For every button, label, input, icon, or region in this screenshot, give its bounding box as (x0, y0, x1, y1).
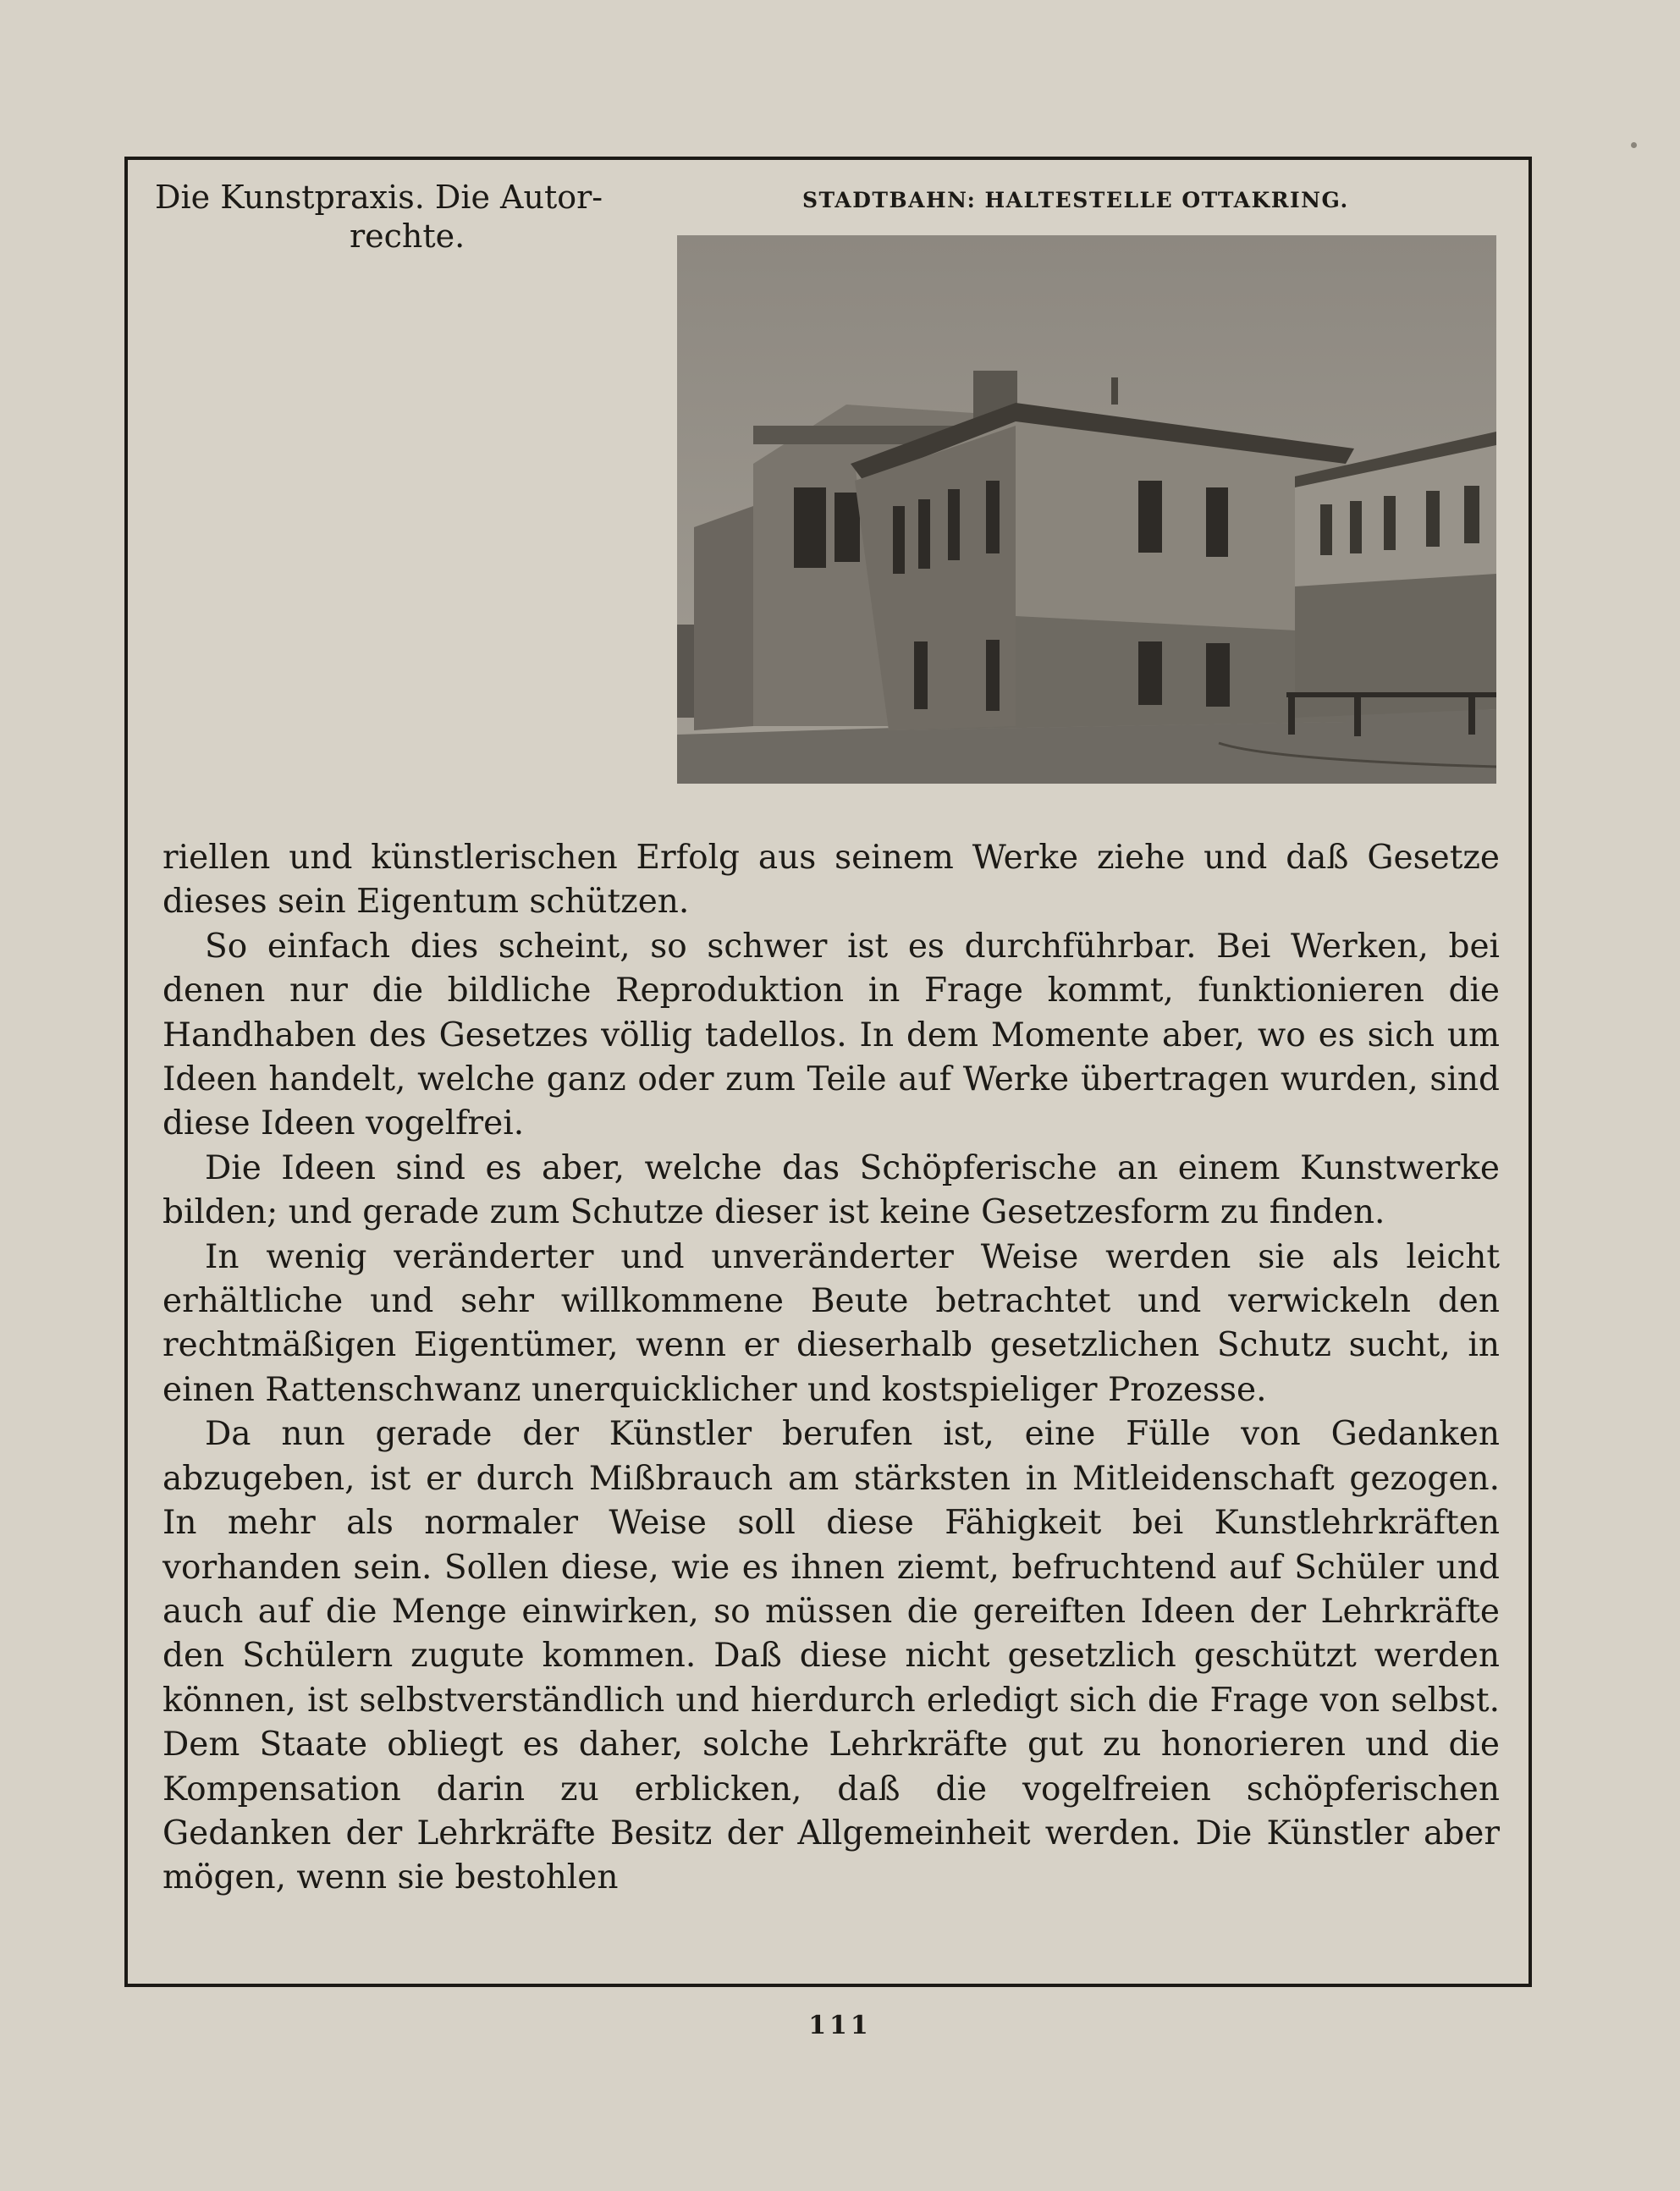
station-photograph-drawing (677, 235, 1496, 784)
window (1384, 496, 1396, 550)
marginal-heading-line-2: rechte. (350, 217, 465, 255)
window (948, 489, 960, 560)
window (893, 506, 905, 574)
page-number: 111 (808, 2011, 872, 2040)
paragraph-5: Da nun gerade der Künstler berufen ist, eine Fülle von Gedanken abzugeben, ist er durch Mißbrauch am stärksten in Mitleidenschaft gezogen. In mehr als normaler Weise soll diese Fähigkeit bei Kunstlehrkräften vorhanden sein. Sollen diese, wie es ihnen ziemt, befruchtend auf Schüler und auch auf die Menge einwirken, so müssen die gereiften Ideen der Lehrkräfte den Schülern zugute kommen. Daß diese nicht gesetzlich geschützt werden können, ist selbstverständlich und hierdurch erledigt sich die Frage von selbst. Dem Staate obliegt es daher, solche Lehrkräfte gut zu honorieren und die Kompensation darin zu erblicken, daß die vogelfreien schöpferischen Gedanken der Lehrkräfte Besitz der Allgemeinheit werden. Die Künstler aber mögen, wenn sie bestohlen (162, 1415, 1500, 1897)
window (1426, 491, 1440, 547)
paragraph-1: riellen und künstlerischen Erfolg aus seinem Werke ziehe und daß Gesetze dieses sein Eigentum schützen. (162, 839, 1500, 922)
window (1320, 504, 1332, 555)
door (986, 640, 1000, 711)
window (1464, 486, 1479, 543)
body-text (162, 836, 1500, 1901)
paragraph-2: So einfach dies scheint, so schwer ist es durchführbar. Bei Werken, bei denen nur die bildliche Reproduktion in Frage kommt, funktionieren die Handhaben des Gesetzes völlig tadellos. In dem Momente aber, wo es sich um Ideen handelt, welche ganz oder zum Teile auf Werke übertragen wurden, sind diese Ideen vogelfrei. (162, 927, 1500, 1143)
door (1206, 643, 1230, 707)
window (834, 493, 860, 562)
station-photograph (677, 235, 1496, 784)
marginal-heading (155, 178, 663, 256)
door (1138, 641, 1162, 705)
fence-rail (1286, 692, 1496, 697)
paragraph-4: In wenig veränderter und unveränderter Weise werden sie als leicht erhältliche und sehr willkommene Beute betrachtet und verwickeln den rechtmäßigen Eigentümer, wenn er dieserhalb gesetzlichen Schutz sucht, in einen Rattenschwanz unerquicklicher und kostspieliger Prozesse. (162, 1237, 1500, 1409)
window (1350, 501, 1362, 553)
window (794, 487, 826, 568)
window (1206, 487, 1228, 557)
figure-caption: STADTBAHN: HALTESTELLE OTTAKRING. (802, 188, 1349, 212)
window (918, 499, 930, 569)
marginal-heading-line-1: Die Kunstpraxis. Die Autor- (155, 179, 603, 216)
window (986, 481, 1000, 553)
window (1138, 481, 1162, 553)
left-wing (694, 506, 753, 730)
paper-speck (1631, 142, 1637, 148)
door (914, 641, 928, 709)
paragraph-3: Die Ideen sind es aber, welche das Schöpferische an einem Kunstwerke bilden; und gerade zum Schutze dieser ist keine Gesetzesform zu finden. (162, 1148, 1500, 1232)
